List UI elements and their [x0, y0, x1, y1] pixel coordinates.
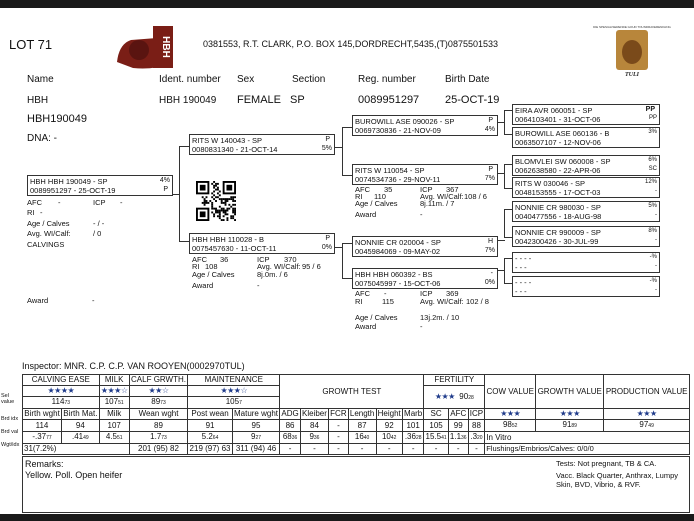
perf-brd-idx-2: 107 — [99, 420, 129, 432]
gg-box-1 — [512, 104, 660, 125]
dam-dam-afc-label: AFC — [355, 289, 370, 298]
perf-brd-idx-4: 91 — [188, 420, 232, 432]
dam-dam-title: HBH HBH 060392 - BS — [355, 270, 433, 279]
animal-id-line: HBH190049 — [27, 113, 87, 125]
perf-brd-idx-0: 114 — [23, 420, 62, 432]
gg-3-title: BLOMVLEI SW 060008 - SP — [515, 157, 611, 166]
perf-col-14: ICP — [469, 409, 484, 418]
gg-5-pct: 5% — [648, 203, 657, 209]
bottom-bar — [0, 514, 694, 521]
perf-brd-idx-7: 84 — [300, 420, 328, 432]
header-ident: Ident. number — [159, 74, 221, 85]
perf-brd-idx-10: 92 — [376, 420, 402, 432]
gg-7-pct2: - — [655, 263, 657, 269]
subject-age-label: Age / Calves — [27, 219, 70, 228]
header-name: Name — [27, 74, 54, 85]
remarks-box — [22, 456, 558, 513]
gg-8-reg-date: - - - — [515, 287, 527, 296]
fert-stars: ★★★ — [434, 391, 455, 401]
dam-dam-sec: - — [490, 270, 493, 277]
hbh-logo-text: HBH — [160, 36, 171, 58]
inspector: Inspector: MNR. C.P. C.P. VAN ROOYEN(0002970TUL) — [22, 361, 245, 371]
gg-6-title: NONNIE CR 990009 - SP — [515, 228, 601, 237]
perf-col-11: Marb — [404, 409, 423, 418]
dam-ri-value: 108 — [205, 262, 218, 271]
gg-8-pct: -% — [649, 278, 657, 284]
subject-icp-label: ICP — [93, 198, 106, 207]
perf-brd-idx-1: 94 — [62, 420, 100, 432]
perf-wgt-0: 31(7.2%) — [23, 444, 130, 455]
sire-dam-avg-label: Avg. WI/Calf: — [420, 192, 464, 201]
fert-stars-cell — [424, 386, 485, 409]
sire-sire-box — [352, 115, 498, 136]
subject-ri-label: RI — [27, 208, 35, 217]
gg-3-pct: 6% — [648, 157, 657, 163]
gg-2-title: BUROWILL ASE 060136 - B — [515, 129, 610, 138]
sire-title: RITS W 140043 - SP — [192, 136, 263, 145]
subject-afc-value: - — [58, 198, 61, 207]
dam-ri-label: RI — [192, 262, 200, 271]
perf-col-12: SC — [424, 409, 448, 420]
tests-text: Tests: Not pregnant, TB & CA. — [556, 459, 657, 468]
perf-col-4: Post wean — [188, 409, 232, 420]
sire-dam-avg-value: 108 / 6 — [464, 192, 487, 201]
perf-wgt-5: 311 (94) 46 — [232, 444, 280, 455]
sire-sire-reg-date: 0069730836 - 21-NOV-09 — [355, 126, 441, 135]
subject-avg-value: / 0 — [93, 229, 102, 238]
perf-wgt-13: - — [448, 444, 468, 455]
dam-icp-label: ICP — [257, 255, 270, 264]
dam-dam-icp-label: ICP — [420, 289, 433, 298]
sire-dam-age-value: 8j.11m. / 7 — [420, 199, 455, 208]
perf-brd-idx-3: 89 — [129, 420, 188, 432]
maint-sel: 1057 — [188, 397, 280, 409]
animal-ident: HBH 190049 — [159, 95, 217, 106]
subject-pct: 4% — [159, 177, 170, 184]
dna: DNA: - — [27, 133, 57, 144]
gg-8-pct2: - — [655, 287, 657, 293]
sire-pct: 5% — [321, 145, 332, 152]
subject-age-value: - / - — [93, 219, 105, 228]
gg-box-7 — [512, 252, 660, 273]
header-birth: Birth Date — [445, 74, 490, 85]
gg-5-pct2: - — [655, 212, 657, 218]
gg-7-title: - - - - — [515, 254, 532, 263]
dam-dam-award-label: Award — [355, 322, 377, 331]
sire-dam-afc-value: 35 — [384, 185, 393, 194]
gg-7-pct: -% — [649, 254, 657, 260]
gg-box-2 — [512, 127, 660, 148]
gg-5-reg-date: 0040477556 - 18-AUG-98 — [515, 212, 602, 221]
tuli-logo-top-text: DIE SPESIALISERENDE GOUD TOUNDRAVERENIGING — [593, 25, 671, 29]
side-label-brd-val: Brd val — [1, 429, 19, 435]
perf-brd-val-10: 1042 — [376, 432, 402, 444]
milk-stars: ★★★☆ — [100, 386, 128, 395]
subject-award-value: - — [92, 296, 95, 305]
perf-prod-stars: ★★★ — [604, 409, 690, 420]
dam-sire-reg-date: 0045984069 - 09-MAY-02 — [355, 247, 441, 256]
notes-box — [552, 456, 690, 513]
sire-dam-icp-label: ICP — [420, 185, 433, 194]
perf-col-10: Height — [377, 409, 401, 418]
dam-pct: 0% — [321, 244, 332, 251]
sire-sire-title: BUROWILL ASE 090026 - SP — [355, 117, 455, 126]
dam-afc-label: AFC — [192, 255, 207, 264]
perf-growth-header: GROWTH TEST — [280, 375, 424, 409]
dam-dam-reg-date: 0075045997 - 15-OCT-06 — [355, 279, 441, 288]
gg-box-4 — [512, 177, 660, 198]
gg-3-reg-date: 0062638580 - 22-APR-06 — [515, 166, 601, 175]
perf-col-8: FCR — [330, 409, 347, 418]
perf-col-0: Birth wght — [24, 409, 60, 418]
sire-dam-title: RITS W 110054 - SP — [355, 166, 425, 175]
perf-prod-value: 9749 — [604, 420, 690, 432]
remarks-text: Yellow. Poll. Open heifer — [25, 470, 123, 480]
owner-address: 0381553, R.T. CLARK, P.O. BOX 145,DORDRECHT,5435,(T)0875501533 — [203, 39, 498, 49]
gg-box-5 — [512, 201, 660, 222]
perf-wgt-11: - — [402, 444, 423, 455]
qr-code — [196, 181, 236, 221]
perf-wgt-7: - — [300, 444, 328, 455]
perf-brd-idx-9: 87 — [348, 420, 376, 432]
side-label-wgt: Wgt/idx — [1, 442, 20, 448]
subject-sec: P — [163, 186, 168, 193]
perf-brd-idx-6: 86 — [280, 420, 301, 432]
gg-2-pct: 3% — [648, 129, 657, 135]
perf-milk-header: MILK — [99, 375, 129, 386]
perf-cow-stars: ★★★ — [485, 409, 536, 420]
perf-brd-val-7: 936 — [300, 432, 328, 444]
perf-wgt-6: - — [280, 444, 301, 455]
perf-growth-value-header: GROWTH VALUE — [536, 375, 604, 409]
sire-dam-ri-value: 110 — [374, 192, 386, 201]
perf-wgt-3: 201 (95) 82 — [129, 444, 188, 455]
dam-avg-value: 95 / 6 — [302, 262, 321, 271]
fert-sel-sub: 28 — [468, 394, 474, 401]
perf-col-13: AFC — [450, 409, 467, 418]
lot-number: LOT 71 — [9, 37, 53, 52]
sire-dam-reg-date: 0074534736 - 29-NOV-11 — [355, 175, 441, 184]
sire-sire-pct: 4% — [484, 126, 495, 133]
sire-dam-pct: 7% — [484, 175, 495, 182]
dam-sec: P — [325, 235, 330, 242]
perf-wgt-10: - — [376, 444, 402, 455]
gg-box-6 — [512, 226, 660, 247]
perf-col-1: Birth Mat. — [63, 409, 98, 418]
animal-reg: 0089951297 — [358, 94, 420, 106]
sire-dam-award-value: - — [420, 210, 423, 219]
perf-in-vitro: In Vitro — [485, 432, 690, 444]
perf-brd-val-14: .320 — [468, 432, 485, 444]
perf-brd-val-11: .3628 — [402, 432, 423, 444]
dam-dam-ri-label: RI — [355, 297, 363, 306]
dam-sire-sec: H — [487, 238, 493, 245]
perf-brd-val-2: 4.551 — [99, 432, 129, 444]
perf-cow-value-header — [485, 375, 536, 409]
perf-wgt-4: 219 (97) 63 — [189, 444, 231, 453]
perf-brd-val-13: 1.136 — [448, 432, 468, 444]
perf-fert-header: FERTILITY — [424, 375, 485, 386]
header-section: Section — [292, 74, 326, 85]
perf-col-5: Mature wght — [233, 409, 279, 418]
dam-dam-age-value: 13j.2m. / 10 — [420, 313, 460, 322]
perf-brd-val-1: .4149 — [62, 432, 100, 444]
side-label-sel: Sel value — [1, 393, 15, 405]
gg-1-reg-date: 0064103401 - 31-OCT-06 — [515, 115, 601, 124]
header-reg: Reg. number — [358, 74, 416, 85]
perf-col-6: ADG — [281, 409, 299, 418]
dam-dam-award-value: - — [420, 322, 423, 331]
dam-age-label: Age / Calves — [192, 270, 235, 279]
header-sex: Sex — [237, 74, 255, 85]
maint-stars: ★★★☆ — [188, 386, 280, 397]
remarks-label: Remarks: — [25, 459, 64, 469]
gg-1-sec: PP — [645, 106, 655, 113]
dam-dam-pct: 0% — [484, 279, 495, 286]
perf-col-3: Wean wght — [129, 409, 188, 420]
perf-grow_val-value: 9189 — [536, 420, 604, 432]
dam-sire-pct: 7% — [484, 247, 495, 254]
dam-dam-avg-label: Avg. WI/Calf: — [420, 297, 464, 306]
dam-sire-title: NONNIE CR 020004 - SP — [355, 238, 441, 247]
sire-dam-afc-label: AFC — [355, 185, 370, 194]
perf-flushings: Flushings/Embrios/Calves: 0/0/0 — [485, 444, 690, 455]
perf-brd-idx-13: 99 — [448, 420, 468, 432]
dam-reg-date: 0075457630 - 11-OCT-11 — [192, 244, 277, 253]
hbh-logo — [113, 24, 177, 70]
dam-dam-icp-value: 369 — [446, 289, 459, 298]
perf-brd-idx-11: 101 — [402, 420, 423, 432]
gg-4-pct2: - — [655, 188, 657, 194]
side-label-brd-idx: Brd idx — [1, 416, 19, 422]
dam-dam-ri-value: 115 — [382, 297, 394, 306]
gg-6-pct2: - — [655, 237, 657, 243]
animal-birth: 25-OCT-19 — [445, 94, 500, 106]
perf-column-headers — [23, 409, 690, 420]
subject-avg-label: Avg. WI/Calf: — [27, 229, 71, 238]
tuli-logo — [593, 22, 671, 78]
perf-wgt-9: - — [348, 444, 376, 455]
animal-section: SP — [290, 94, 305, 106]
perf-col-9: Length — [349, 409, 375, 418]
perf-calving-header: CALVING EASE — [23, 375, 100, 386]
perf-grow_val-stars: ★★★ — [536, 409, 604, 420]
fert-sel: 90 — [459, 391, 469, 401]
calf-stars: ★★☆ — [129, 386, 188, 397]
subject-afc-label: AFC — [27, 198, 42, 207]
subject-box — [27, 175, 173, 196]
gg-7-reg-date: - - - — [515, 263, 527, 272]
gg-4-title: RITS W 030046 - SP — [515, 179, 586, 188]
dam-dam-avg-value: 102 / 8 — [466, 297, 489, 306]
perf-brd-val-6: 6836 — [280, 432, 301, 444]
subject-icp-value: - — [120, 198, 123, 207]
gg-box-3 — [512, 155, 660, 176]
perf-brd-val-0: -.3777 — [23, 432, 62, 444]
calving-sel: 11473 — [23, 397, 100, 409]
subject-award-label: Award — [27, 296, 49, 305]
dam-age-value: 8j.0m. / 6 — [257, 270, 288, 279]
sire-dam-award-label: Award — [355, 210, 377, 219]
gg-6-reg-date: 0042300426 - 30-JUL-99 — [515, 237, 599, 246]
perf-brd-idx-14: 88 — [468, 420, 485, 432]
gg-6-pct: 8% — [648, 228, 657, 234]
subject-ri-value: - — [40, 208, 43, 217]
subject-calvings: CALVINGS — [27, 240, 65, 249]
perf-brd-val-row — [23, 432, 690, 444]
perf-calf-header: CALF GRWTH. — [131, 375, 186, 384]
animal-name: HBH — [27, 95, 49, 106]
perf-maint-header: MAINTENANCE — [188, 375, 280, 386]
gg-8-title: - - - - — [515, 278, 532, 287]
perf-wgt-8: - — [329, 444, 349, 455]
subject-reg-date: 0089951297 - 25-OCT-19 — [30, 186, 116, 195]
perf-brd-idx-8: - — [329, 420, 349, 432]
dam-box — [189, 233, 335, 254]
gg-box-8 — [512, 276, 660, 297]
dam-dam-box — [352, 268, 498, 289]
gg-4-reg-date: 0048153555 - 17-OCT-03 — [515, 188, 601, 197]
sire-dam-icp-value: 367 — [446, 185, 459, 194]
animal-sex: FEMALE — [237, 94, 282, 106]
perf-col-7: Kleiber — [302, 409, 327, 418]
sire-dam-ri-label: RI — [355, 192, 363, 201]
sire-sire-sec: P — [488, 117, 493, 124]
perf-brd-val-3: 1.773 — [129, 432, 188, 444]
perf-brd-val-5: 927 — [232, 432, 280, 444]
gg-4-pct: 12% — [644, 179, 657, 185]
gg-2-reg-date: 0063507107 - 12-NOV-06 — [515, 138, 601, 147]
perf-cow-value-label: COW VALUE — [486, 386, 534, 396]
dam-dam-afc-value: - — [384, 289, 387, 298]
perf-cow-value: 9852 — [485, 420, 536, 432]
perf-brd-idx-5: 95 — [232, 420, 280, 432]
perf-wgt-row — [23, 444, 690, 455]
sire-sec: P — [325, 136, 330, 143]
perf-brd-val-4: 5.264 — [188, 432, 232, 444]
sire-dam-sec: P — [488, 166, 493, 173]
vacc-text: Vacc. Black Quarter, Anthrax, Lumpy Skin, BVD, Vibrio, & RVF. — [556, 471, 678, 489]
subject-title: HBH HBH 190049 - SP — [30, 177, 108, 186]
perf-wgt-12: - — [424, 444, 448, 455]
sire-reg-date: 0080831340 - 21-OCT-14 — [192, 145, 278, 154]
gg-1-title: EIRA AVR 060051 - SP — [515, 106, 593, 115]
dam-award-label: Award — [192, 281, 214, 290]
milk-sel: 10751 — [99, 397, 129, 409]
performance-table — [22, 374, 690, 455]
dam-afc-value: 36 — [220, 255, 229, 264]
perf-production-value-header: PRODUCTION VALUE — [604, 375, 690, 409]
perf-brd-val-12: 15.541 — [424, 432, 448, 444]
tuli-logo-text: TULI — [625, 72, 639, 78]
sire-box — [189, 134, 335, 155]
calf-sel: 8973 — [129, 397, 188, 409]
perf-brd-idx-row — [23, 420, 690, 432]
perf-brd-idx-12: 105 — [424, 420, 448, 432]
dam-award-value: - — [257, 281, 260, 290]
top-bar — [0, 0, 694, 8]
calving-stars: ★★★★ — [23, 386, 100, 397]
gg-5-title: NONNIE CR 980030 - SP — [515, 203, 601, 212]
dam-title: HBH HBH 110028 - B — [192, 235, 264, 244]
perf-brd-val-9: 1640 — [348, 432, 376, 444]
sire-dam-age-label: Age / Calves — [355, 199, 398, 208]
perf-wgt-14: - — [468, 444, 485, 455]
perf-brd-val-8: - — [329, 432, 349, 444]
dam-sire-box — [352, 236, 498, 257]
dam-dam-age-label: Age / Calves — [355, 313, 398, 322]
gg-3-pct2: SC — [648, 166, 657, 172]
perf-col-2: Milk — [99, 409, 129, 420]
gg-1-pct: PP — [648, 115, 657, 121]
dam-icp-value: 370 — [284, 255, 297, 264]
sire-dam-box — [352, 164, 498, 185]
dam-avg-label: Avg. WI/Calf: — [257, 262, 301, 271]
